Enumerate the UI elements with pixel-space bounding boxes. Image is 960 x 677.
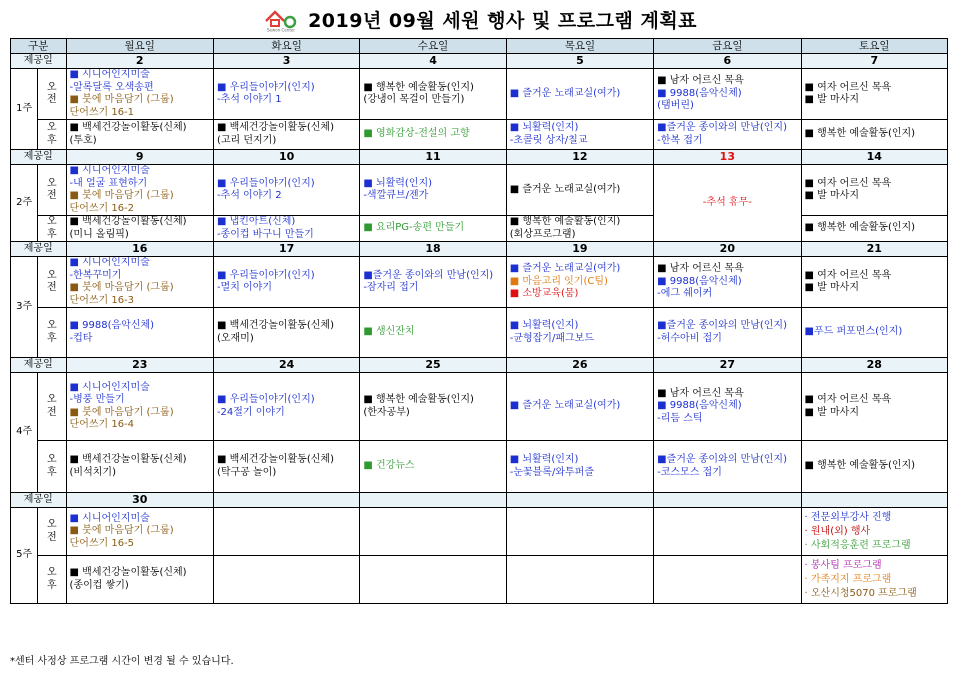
- program-line: ■즐거운 종이와의 만남(인지): [363, 269, 494, 281]
- program-line: ■ 시니어인지미술: [69, 165, 150, 176]
- public-day-label: 제공일: [11, 493, 67, 508]
- program-cell: [213, 508, 359, 556]
- program-line: 단어쓰기 16-1: [69, 106, 135, 118]
- program-line: (종이컵 쌓기): [69, 579, 129, 591]
- program-line: ■ 즐거운 노래교실(여가): [509, 183, 621, 195]
- program-line: 단어쓰기 16-4: [69, 419, 135, 430]
- program-line: ■ 붓에 마음담기 (그룹): [69, 525, 174, 537]
- program-line: ■ 뇌활력(인지): [363, 177, 433, 189]
- program-cell: [66, 441, 213, 493]
- date-row: [11, 150, 948, 165]
- program-line: ■ 시니어인지미술: [69, 381, 150, 393]
- pm-label: [38, 308, 66, 358]
- program-cell: [506, 120, 653, 150]
- program-cell: [360, 216, 506, 242]
- program-line: ■ 백세건강놀이활동(신체): [69, 567, 187, 578]
- program-line: -눈꽃블록/와투퍼즐: [509, 466, 594, 478]
- program-line: ■ 백세건강놀이활동(신체): [69, 216, 187, 227]
- period-char: 후: [47, 466, 57, 478]
- program-line: ■ 시니어인지미술: [69, 257, 150, 268]
- program-line: ■ 남자 어르신 목욕: [657, 263, 744, 275]
- program-line: ■ 남자 어르신 목욕: [657, 75, 744, 87]
- am-label: [38, 508, 66, 556]
- period-char: 오: [47, 567, 57, 578]
- legend-item: · 가족지지 프로그램: [804, 573, 892, 585]
- program-cell: [506, 441, 653, 493]
- program-cell: [360, 508, 506, 556]
- am-row: [11, 165, 948, 216]
- week-label: 4주: [11, 373, 38, 493]
- program-cell: [654, 308, 801, 358]
- program-line: ■ 시니어인지미술: [69, 69, 150, 80]
- program-line: ■ 영화감상-전설의 고향: [363, 128, 470, 140]
- am-label: [38, 257, 66, 308]
- program-cell: [213, 216, 359, 242]
- date-cell: 5: [506, 54, 653, 69]
- program-cell: [66, 508, 213, 556]
- program-cell: [66, 556, 213, 604]
- date-row: [11, 493, 948, 508]
- program-line: ■ 행복한 예술활동(인지): [804, 128, 916, 140]
- am-label: [38, 69, 66, 120]
- pm-row: [11, 120, 948, 150]
- program-line: ■ 백세건강놀이활동(신체): [69, 122, 187, 133]
- program-line: ■ 생신잔치: [363, 326, 415, 338]
- program-line: ■ 즐거운 노래교실(여가): [509, 87, 621, 99]
- public-day-label: 제공일: [11, 242, 67, 257]
- program-line: -코스모스 접기: [657, 466, 722, 478]
- program-cell: [66, 308, 213, 358]
- program-line: (오재미): [216, 332, 254, 344]
- week-label: 1주: [11, 69, 38, 150]
- program-line: ■ 요리PG-송편 만들기: [363, 222, 465, 234]
- program-line: -내 얼굴 표현하기: [69, 177, 148, 189]
- pm-row: [11, 216, 948, 242]
- program-cell: [213, 373, 359, 441]
- program-line: ■푸드 퍼포먼스(인지): [804, 326, 903, 338]
- program-line: 단어쓰기 16-3: [69, 294, 135, 306]
- public-day-label: 제공일: [11, 54, 67, 69]
- pm-row: [11, 556, 948, 604]
- pm-row: [11, 441, 948, 493]
- program-line: -한복 접기: [657, 134, 703, 146]
- program-line: ■ 발 마사지: [804, 282, 859, 293]
- period-char: 후: [47, 332, 57, 344]
- program-line: ■ 발 마사지: [804, 406, 859, 418]
- legend-item: · 전문외부강사 진행: [804, 511, 892, 523]
- date-cell: 17: [213, 242, 359, 257]
- date-row: [11, 358, 948, 373]
- program-cell: [360, 373, 506, 441]
- program-line: ■ 붓에 마음담기 (그룹): [69, 190, 174, 201]
- program-cell: [360, 120, 506, 150]
- program-line: ■ 우리들이야기(인지): [216, 394, 315, 405]
- program-cell: [213, 165, 359, 216]
- period-char: 오: [47, 81, 57, 93]
- header-cell: 구분: [11, 39, 67, 54]
- program-cell: [213, 556, 359, 604]
- program-line: -멸치 이야기: [216, 282, 273, 293]
- date-cell: 3: [213, 54, 359, 69]
- program-line: ■ 여자 어르신 목욕: [804, 394, 892, 405]
- header-cell: 금요일: [654, 39, 801, 54]
- program-cell: [506, 508, 653, 556]
- program-cell: [506, 373, 653, 441]
- date-cell: 4: [360, 54, 506, 69]
- am-label: [38, 373, 66, 441]
- date-cell: [801, 493, 947, 508]
- date-row: [11, 54, 948, 69]
- date-cell: 7: [801, 54, 947, 69]
- program-line: -24절기 이야기: [216, 406, 285, 418]
- program-cell: [360, 308, 506, 358]
- date-cell: 2: [66, 54, 213, 69]
- am-row: [11, 508, 948, 556]
- program-line: ■ 행복한 예술활동(인지): [363, 394, 474, 405]
- program-line: ■ 우리들이야기(인지): [216, 177, 315, 189]
- date-row: [11, 242, 948, 257]
- date-cell: 14: [801, 150, 947, 165]
- legend-item: · 원내(외) 행사: [804, 525, 871, 537]
- program-cell: [360, 257, 506, 308]
- schedule-table: [10, 38, 948, 604]
- program-line: ■ 남자 어르신 목욕: [657, 387, 744, 399]
- date-cell: 20: [654, 242, 801, 257]
- period-char: 후: [47, 134, 57, 146]
- program-line: -에그 쉐이커: [657, 288, 713, 300]
- pm-label: [38, 556, 66, 604]
- program-cell: [213, 120, 359, 150]
- period-char: 오: [47, 394, 57, 405]
- program-line: ■ 마음고리 잇기(C팀): [509, 275, 608, 287]
- program-cell: [66, 120, 213, 150]
- legend-cell: [801, 556, 947, 604]
- period-char: 오: [47, 122, 57, 133]
- program-line: ■ 냅킨아트(신체): [216, 216, 296, 227]
- date-cell: 26: [506, 358, 653, 373]
- program-cell: [506, 556, 653, 604]
- program-cell: [360, 69, 506, 120]
- logo-text: Sewon Center: [266, 27, 295, 32]
- program-cell: [801, 308, 947, 358]
- pm-label: [38, 216, 66, 242]
- program-cell: [654, 120, 801, 150]
- date-cell: 10: [213, 150, 359, 165]
- program-cell: [654, 556, 801, 604]
- am-row: [11, 257, 948, 308]
- program-line: ■ 행복한 예술활동(인지): [804, 222, 916, 234]
- program-line: (미니 올림픽): [69, 228, 129, 240]
- program-line: ■ 뇌활력(인지): [509, 320, 579, 331]
- week-label: 5주: [11, 508, 38, 604]
- program-line: -리듬 스틱: [657, 412, 703, 424]
- header-cell: 토요일: [801, 39, 947, 54]
- program-line: ■즐거운 종이와의 만남(인지): [657, 454, 787, 465]
- program-cell: [654, 441, 801, 493]
- program-line: -추석 이야기 1: [216, 94, 282, 105]
- program-line: ■ 여자 어르신 목욕: [804, 81, 892, 93]
- holiday-cell: -추석 휴무-: [654, 165, 801, 242]
- program-cell: [654, 69, 801, 120]
- date-cell: 25: [360, 358, 506, 373]
- program-line: (비석치기): [69, 466, 116, 478]
- period-char: 전: [47, 190, 57, 201]
- program-line: ■ 행복한 예술활동(인지): [363, 81, 474, 93]
- header-cell: 목요일: [506, 39, 653, 54]
- program-line: (탬버린): [657, 100, 694, 112]
- date-cell: 16: [66, 242, 213, 257]
- program-line: -추석 이야기 2: [216, 190, 282, 201]
- program-cell: [801, 216, 947, 242]
- program-line: 단어쓰기 16-5: [69, 537, 135, 549]
- header-cell: 수요일: [360, 39, 506, 54]
- header-cell: 월요일: [66, 39, 213, 54]
- program-cell: [506, 308, 653, 358]
- program-line: -한복꾸미기: [69, 269, 122, 281]
- public-day-label: 제공일: [11, 150, 67, 165]
- program-cell: [66, 257, 213, 308]
- pm-row: [11, 308, 948, 358]
- program-cell: [360, 441, 506, 493]
- week-label: 2주: [11, 165, 38, 242]
- program-cell: [506, 257, 653, 308]
- center-logo-icon: [263, 8, 299, 32]
- program-line: ■ 백세건강놀이활동(신체): [216, 454, 334, 465]
- program-line: ■ 발 마사지: [804, 94, 859, 105]
- date-cell: 23: [66, 358, 213, 373]
- am-label: [38, 165, 66, 216]
- program-cell: [506, 216, 653, 242]
- date-cell: 13: [654, 150, 801, 165]
- program-line: ■ 백세건강놀이활동(신체): [69, 454, 187, 465]
- period-char: 후: [47, 228, 57, 240]
- program-line: ■즐거운 종이와의 만남(인지): [657, 122, 787, 133]
- program-line: ■ 발 마사지: [804, 190, 859, 201]
- period-char: 오: [47, 519, 57, 530]
- program-cell: [213, 441, 359, 493]
- program-line: ■ 뇌활력(인지): [509, 454, 579, 465]
- program-line: ■ 행복한 예술활동(인지): [509, 216, 621, 227]
- program-line: (투호): [69, 134, 97, 146]
- pm-label: [38, 441, 66, 493]
- header-cell: 화요일: [213, 39, 359, 54]
- footnote: *센터 사정상 프로그램 시간이 변경 될 수 있습니다.: [10, 656, 234, 667]
- date-cell: [654, 493, 801, 508]
- program-line: ■ 붓에 마음담기 (그룹): [69, 406, 174, 418]
- program-line: (강냉이 목걸이 만들기): [363, 94, 465, 105]
- program-line: ■ 붓에 마음담기 (그룹): [69, 282, 174, 293]
- program-line: -색깔큐브/젠가: [363, 190, 429, 201]
- legend-item: · 봉사팀 프로그램: [804, 559, 882, 571]
- program-line: -컵타: [69, 332, 93, 344]
- am-row: [11, 373, 948, 441]
- period-char: 전: [47, 94, 57, 105]
- date-cell: 24: [213, 358, 359, 373]
- period-char: 후: [47, 579, 57, 591]
- period-char: 전: [47, 406, 57, 418]
- date-cell: 12: [506, 150, 653, 165]
- program-cell: [360, 165, 506, 216]
- program-line: -종이컵 바구니 만들기: [216, 228, 314, 240]
- title-bar: [0, 6, 960, 34]
- program-line: ■ 즐거운 노래교실(여가): [509, 400, 621, 412]
- program-line: ■ 9988(음악신체): [657, 87, 742, 99]
- program-cell: [654, 373, 801, 441]
- program-cell: [801, 120, 947, 150]
- program-cell: [66, 373, 213, 441]
- legend-cell: [801, 508, 947, 556]
- header-row: [11, 39, 948, 54]
- program-line: ■ 여자 어르신 목욕: [804, 177, 892, 189]
- program-line: ■ 우리들이야기(인지): [216, 269, 315, 281]
- program-cell: [506, 165, 653, 216]
- period-char: 오: [47, 177, 57, 189]
- program-cell: [654, 257, 801, 308]
- program-line: ■ 즐거운 노래교실(여가): [509, 263, 621, 275]
- date-cell: 18: [360, 242, 506, 257]
- program-cell: [801, 165, 947, 216]
- program-line: -잠자리 접기: [363, 282, 419, 293]
- program-line: ■ 건강뉴스: [363, 460, 415, 472]
- date-cell: 19: [506, 242, 653, 257]
- date-cell: [213, 493, 359, 508]
- period-char: 오: [47, 454, 57, 465]
- program-cell: [360, 556, 506, 604]
- period-char: 전: [47, 282, 57, 293]
- program-line: 단어쓰기 16-2: [69, 202, 135, 214]
- program-cell: [66, 69, 213, 120]
- program-line: ■ 우리들이야기(인지): [216, 81, 315, 93]
- program-cell: [801, 257, 947, 308]
- date-cell: 6: [654, 54, 801, 69]
- program-cell: [66, 216, 213, 242]
- program-line: (고리 던지기): [216, 134, 277, 146]
- date-cell: 28: [801, 358, 947, 373]
- program-line: ■ 뇌활력(인지): [509, 122, 579, 133]
- program-cell: [66, 165, 213, 216]
- program-cell: [213, 257, 359, 308]
- program-cell: [506, 69, 653, 120]
- program-cell: [801, 69, 947, 120]
- period-char: 오: [47, 216, 57, 227]
- program-line: -균형잡기/패그보드: [509, 332, 594, 344]
- week-label: 3주: [11, 257, 38, 358]
- date-cell: 9: [66, 150, 213, 165]
- date-cell: 30: [66, 493, 213, 508]
- program-cell: [654, 508, 801, 556]
- program-line: -초콜릿 상자/칠교: [509, 134, 588, 146]
- legend-item: · 사회적응훈련 프로그램: [804, 539, 911, 551]
- date-cell: [360, 493, 506, 508]
- program-line: ■ 백세건강놀이활동(신체): [216, 122, 334, 133]
- program-line: ■ 시니어인지미술: [69, 512, 150, 524]
- period-char: 전: [47, 531, 57, 543]
- program-cell: [801, 441, 947, 493]
- program-line: ■ 소방교육(뭄): [509, 288, 579, 300]
- program-line: -병풍 만들기: [69, 394, 125, 405]
- program-line: (회상프로그램): [509, 228, 576, 240]
- pm-label: [38, 120, 66, 150]
- program-line: ■ 여자 어르신 목욕: [804, 269, 892, 281]
- am-row: [11, 69, 948, 120]
- program-line: ■ 행복한 예술활동(인지): [804, 460, 916, 472]
- program-cell: [801, 373, 947, 441]
- page-title: 2019년 09월 세원 행사 및 프로그램 계획표: [308, 10, 698, 32]
- program-line: ■ 9988(음악신체): [657, 275, 742, 287]
- program-line: ■ 9988(음악신체): [657, 400, 742, 412]
- program-line: (탁구공 놀이): [216, 466, 277, 478]
- period-char: 오: [47, 269, 57, 281]
- program-line: -알록달록 오색송편: [69, 81, 154, 93]
- program-cell: [213, 308, 359, 358]
- date-cell: 21: [801, 242, 947, 257]
- legend-item: · 오산시청5070 프로그램: [804, 587, 917, 599]
- program-line: -허수아비 접기: [657, 332, 722, 344]
- date-cell: [506, 493, 653, 508]
- period-char: 오: [47, 320, 57, 331]
- public-day-label: 제공일: [11, 358, 67, 373]
- program-line: (한자공부): [363, 406, 410, 418]
- program-cell: [213, 69, 359, 120]
- date-cell: 27: [654, 358, 801, 373]
- program-line: ■ 백세건강놀이활동(신체): [216, 320, 334, 331]
- date-cell: 11: [360, 150, 506, 165]
- program-line: ■즐거운 종이와의 만남(인지): [657, 320, 787, 331]
- program-line: ■ 붓에 마음담기 (그룹): [69, 94, 174, 105]
- program-line: ■ 9988(음악신체): [69, 320, 155, 331]
